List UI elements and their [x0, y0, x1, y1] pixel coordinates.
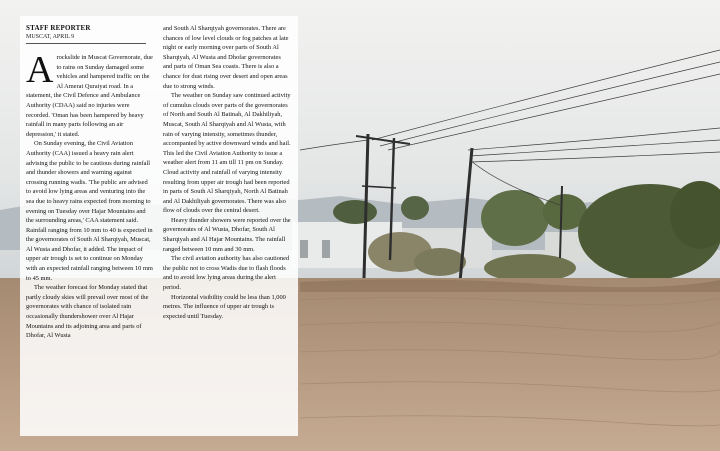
article-paragraph: On Sunday evening, the Civil Aviation Authority (CAA) issued a heavy rain alert advising the public to be cautious during rainfall and thunder showers and warning against crossing running wadis. 'The public are advised to avoid low lying areas and venturing into the sea due to heavy rains expected from morning to evening on Tuesday over Hajar Mountains and the surrounding areas,' CAA statement said. Rainfall ranging from 10 mm to 40 is expected in the governorates of South Al Sharqiyah, Muscat, Al Wusta and Dhofar, it added. The impact of upper air trough is set to continue on Monday with an expected rainfall ranging between 10 mm to 45 mm.: [26, 140, 153, 282]
article-paragraph: The weather on Sunday saw continued activity of cumulus clouds over parts of the governorates of North and South Al Batinah, Al Dakhiliyah, Muscat, South Al Sharqiyah and Al Wusta, with rain of varying intensity, sometimes thunder, accompanied by active downward winds and hail. This led the Civil Aviation Authority to issue a weather alert from 11 am till 11 pm on Sunday. Cloud activity and rainfall of varying intensity resulting from upper air trough had been reported in parts of South Al Sharqiyah, North Al Batinah and Al Dakhiliyah governorates. There was also flow of clouds over the central desert.: [163, 92, 291, 215]
article-column-2: [163, 24, 291, 321]
dateline: MUSCAT, APRIL 9: [26, 34, 75, 40]
article-paragraph: The civil aviation authority has also cautioned the public not to cross Wadis due to flash floods and to avoid low lying areas during the alert period.: [163, 255, 290, 292]
paragraph-text: rockslide in Muscat Governorate, due to rains on Sunday damaged some vehicles and hampered traffic on the Al Amerat Quraiyat road. In a statement, the Civil Defence and Ambulance Authority (CDAA) said no injuries were recorded. 'Oman has been hampered by heavy rainfall in many parts following an air depression,' it stated.: [26, 54, 153, 138]
article-paragraph: Horizontal visibility could be less than 1,000 metres. The influence of upper air trough is expected until Tuesday.: [163, 293, 286, 320]
article-paragraph: The weather forecast for Monday stated that partly cloudy skies will prevail over most of the governorates with chance of isolated rain occasionally thundershower over Al Hajar Mountains and its adjoining area and parts of Dhofar, Al Wusta: [26, 284, 149, 340]
article-column-1: [26, 49, 154, 341]
article-paragraph: and South Al Sharqiyah governorates. There are chances of low level clouds or fog patches at late night or early morning over parts of South Al Sharqiyah, Al Wusta and Dhofar governorates and parts of Oman Sea coasts. There is also a chance for dust rising over desert and open areas due to strong winds.: [163, 25, 289, 90]
reporter-name: STAFF REPORTER: [26, 24, 91, 32]
article-paragraph: [26, 49, 154, 139]
article-paragraph: Heavy thunder showers were reported over the governorates of Al Wusta, Dhofar, South Al Sharqiyah and Al Hajar Mountains. The rainfall ranged between 10 mm and 30 mm.: [163, 216, 291, 253]
byline: [26, 24, 146, 44]
drop-cap: A: [26, 49, 54, 91]
